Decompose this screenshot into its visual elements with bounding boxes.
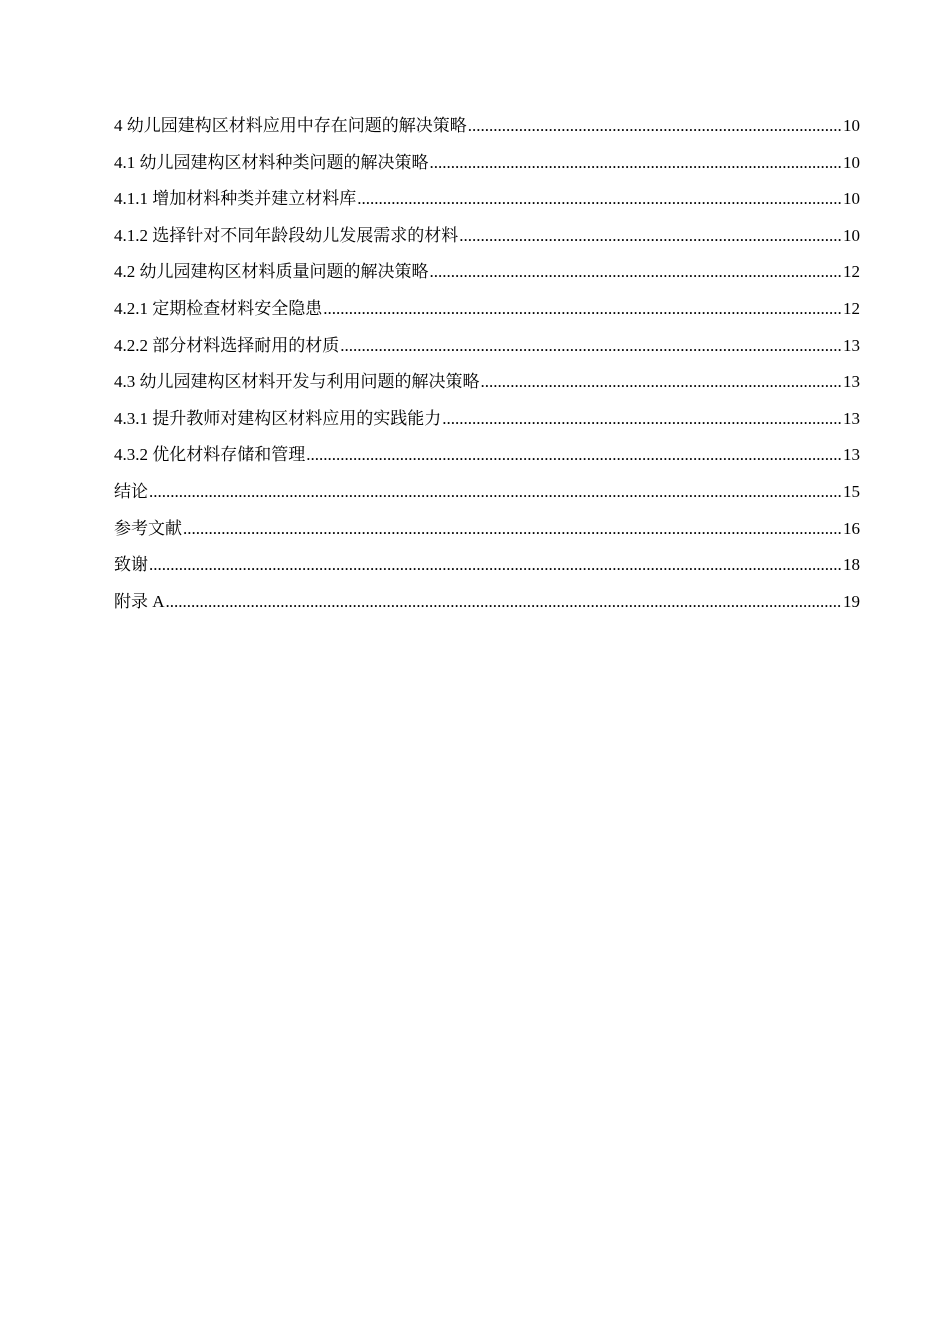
toc-entry[interactable] <box>114 108 860 145</box>
dot-leader <box>306 437 842 474</box>
toc-entry-title: 4.2.2 部分材料选择耐用的材质 <box>114 335 340 355</box>
toc-entry-title: 4.3.2 优化材料存储和管理 <box>114 445 306 465</box>
toc-entry-page-number: 10 <box>843 189 860 209</box>
dot-leader <box>340 328 842 365</box>
dot-leader <box>481 364 843 401</box>
toc-entry[interactable] <box>114 511 860 548</box>
toc-entry-page-number: 13 <box>843 445 860 465</box>
toc-entry[interactable] <box>114 474 860 511</box>
toc-entry[interactable] <box>114 437 860 474</box>
toc-entry-page-number: 10 <box>843 225 860 245</box>
dot-leader <box>166 584 842 621</box>
toc-entry-title: 结论 <box>114 481 148 501</box>
toc-entry[interactable] <box>114 291 860 328</box>
toc-entry-title: 4.1.2 选择针对不同年龄段幼儿发展需求的材料 <box>114 225 459 245</box>
dot-leader <box>183 511 842 548</box>
dot-leader <box>149 547 842 584</box>
dot-leader <box>468 108 842 145</box>
toc-entry-title: 附录 A <box>114 591 165 611</box>
dot-leader <box>430 254 843 291</box>
dot-leader <box>149 474 842 511</box>
toc-entry-page-number: 13 <box>843 372 860 392</box>
toc-entry[interactable] <box>114 254 860 291</box>
dot-leader <box>357 181 842 218</box>
toc-entry-page-number: 10 <box>843 116 860 135</box>
toc-entry-title: 4.2.1 定期检查材料安全隐患 <box>114 298 323 318</box>
toc-entry[interactable] <box>114 364 860 401</box>
table-of-contents <box>114 108 860 620</box>
toc-entry-page-number: 18 <box>843 555 860 575</box>
toc-entry-page-number: 12 <box>843 262 860 282</box>
toc-entry-title: 4 幼儿园建构区材料应用中存在问题的解决策略 <box>114 116 467 135</box>
dot-leader <box>442 401 842 438</box>
dot-leader <box>459 218 842 255</box>
dot-leader <box>430 145 843 182</box>
toc-entry-title: 4.1.1 增加材料种类并建立材料库 <box>114 189 357 209</box>
toc-entry[interactable] <box>114 218 860 255</box>
toc-entry-title: 参考文献 <box>114 518 182 538</box>
toc-entry-page-number: 10 <box>843 152 860 172</box>
toc-entry[interactable] <box>114 401 860 438</box>
toc-entry-title: 4.3 幼儿园建构区材料开发与利用问题的解决策略 <box>114 372 480 392</box>
toc-entry-title: 4.3.1 提升教师对建构区材料应用的实践能力 <box>114 408 442 428</box>
toc-entry[interactable] <box>114 584 860 621</box>
dot-leader <box>323 291 842 328</box>
toc-entry-page-number: 16 <box>843 518 860 538</box>
toc-entry-title: 4.1 幼儿园建构区材料种类问题的解决策略 <box>114 152 429 172</box>
toc-entry-page-number: 12 <box>843 298 860 318</box>
toc-entry-title: 致谢 <box>114 555 148 575</box>
toc-entry[interactable] <box>114 181 860 218</box>
toc-entry[interactable] <box>114 547 860 584</box>
toc-entry-page-number: 15 <box>843 481 860 501</box>
toc-entry-page-number: 19 <box>843 591 860 611</box>
toc-entry[interactable] <box>114 328 860 365</box>
toc-entry-page-number: 13 <box>843 335 860 355</box>
toc-entry[interactable] <box>114 145 860 182</box>
toc-entry-title: 4.2 幼儿园建构区材料质量问题的解决策略 <box>114 262 429 282</box>
toc-entry-page-number: 13 <box>843 408 860 428</box>
